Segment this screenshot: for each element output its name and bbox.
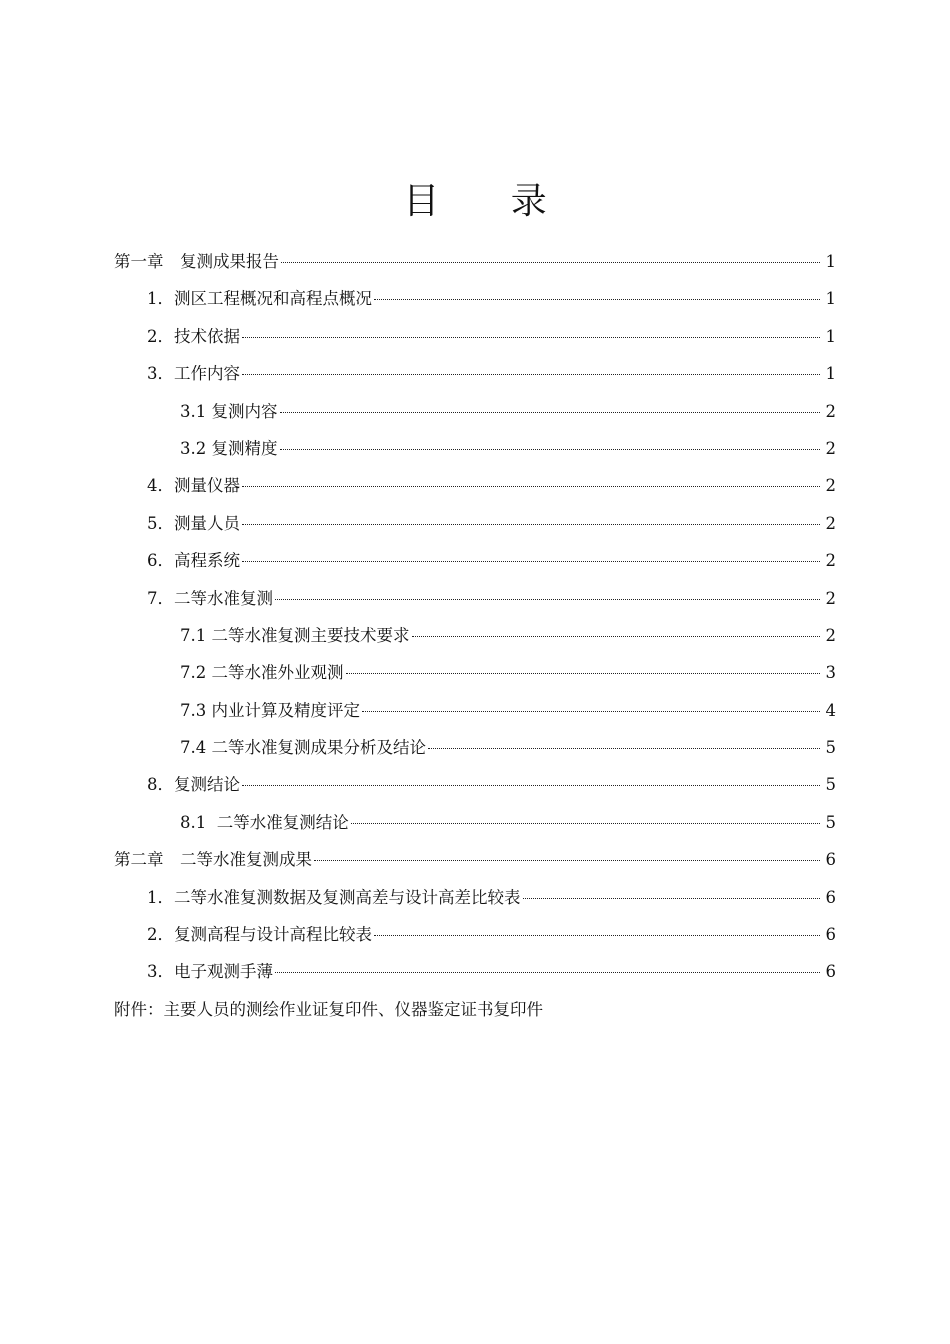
toc-entry-page-number: 2	[825, 401, 836, 421]
dot-leader	[242, 337, 820, 338]
toc-entry[interactable]	[114, 729, 836, 766]
dot-leader	[412, 636, 821, 637]
toc-entry[interactable]	[114, 841, 836, 878]
dot-leader	[280, 449, 821, 450]
toc-entry-label: 3.1 复测内容	[180, 401, 278, 421]
dot-leader	[374, 935, 820, 936]
toc-entry[interactable]	[114, 243, 836, 280]
dot-leader	[242, 785, 820, 786]
dot-leader	[242, 486, 820, 487]
toc-entry[interactable]	[114, 617, 836, 654]
toc-entry-page-number: 2	[825, 476, 836, 496]
toc-entry-label: 5．测量人员	[147, 513, 240, 533]
dot-leader	[275, 972, 820, 973]
toc-entry-label: 2．复测高程与设计高程比较表	[147, 925, 372, 945]
toc-entry[interactable]	[114, 953, 836, 990]
toc-entry-label: 6．高程系统	[147, 551, 240, 571]
toc-entry[interactable]	[114, 318, 836, 355]
toc-entry-page-number: 1	[825, 289, 836, 309]
toc-entry-label: 第一章 复测成果报告	[114, 252, 279, 271]
toc-entry-page-number: 2	[825, 438, 836, 458]
dot-leader	[281, 262, 820, 263]
toc-entry-page-number: 1	[825, 326, 836, 346]
dot-leader	[374, 299, 820, 300]
toc-entry-label: 4．测量仪器	[147, 476, 240, 496]
toc-entry-page-number: 2	[825, 625, 836, 645]
toc-entry-label: 第二章 二等水准复测成果	[114, 850, 312, 870]
toc-entry[interactable]	[114, 393, 836, 430]
dot-leader	[275, 599, 820, 600]
toc-entry[interactable]	[114, 505, 836, 542]
toc-entry[interactable]	[114, 804, 836, 841]
toc-entry-label: 2．技术依据	[147, 326, 240, 346]
toc-entry[interactable]	[114, 879, 836, 916]
dot-leader	[242, 561, 820, 562]
toc-entry-page-number: 5	[825, 738, 836, 758]
toc-entry-label: 7.2 二等水准外业观测	[180, 663, 344, 683]
toc-entry-label: 3.2 复测精度	[180, 438, 278, 458]
toc-entry-page-number: 4	[825, 700, 836, 720]
toc-entry-label: 7.4 二等水准复测成果分析及结论	[180, 738, 426, 758]
dot-leader	[346, 673, 821, 674]
dot-leader	[242, 524, 820, 525]
table-of-contents	[114, 243, 836, 1028]
toc-entry-page-number: 5	[825, 775, 836, 795]
toc-entry-page-number: 6	[825, 887, 836, 907]
dot-leader	[523, 898, 821, 899]
toc-entry[interactable]	[114, 654, 836, 691]
toc-entry-label: 3．工作内容	[147, 364, 240, 384]
toc-entry[interactable]	[114, 766, 836, 803]
toc-entry[interactable]	[114, 280, 836, 317]
dot-leader	[280, 412, 821, 413]
toc-entry-label: 7．二等水准复测	[147, 588, 273, 608]
toc-entry-label: 1．测区工程概况和高程点概况	[147, 289, 372, 309]
toc-entry-label: 1．二等水准复测数据及复测高差与设计高差比较表	[147, 887, 521, 907]
dot-leader	[428, 748, 820, 749]
toc-entry-page-number: 6	[825, 850, 836, 870]
appendix-line: 附件：主要人员的测绘作业证复印件、仪器鉴定证书复印件	[114, 999, 543, 1019]
toc-entry[interactable]	[114, 542, 836, 579]
toc-entry-page-number: 3	[825, 663, 836, 683]
toc-entry-page-number: 6	[825, 962, 836, 982]
dot-leader	[362, 711, 820, 712]
toc-entry-page-number: 1	[825, 252, 836, 271]
toc-entry-label: 8．复测结论	[147, 775, 240, 795]
toc-entry[interactable]	[114, 580, 836, 617]
toc-entry[interactable]	[114, 692, 836, 729]
toc-entry-label: 7.3 内业计算及精度评定	[180, 700, 360, 720]
toc-entry-label: 7.1 二等水准复测主要技术要求	[180, 625, 410, 645]
toc-entry-label: 3．电子观测手薄	[147, 962, 273, 982]
toc-entry-page-number: 5	[825, 812, 836, 832]
toc-entry[interactable]	[114, 355, 836, 392]
dot-leader	[314, 860, 820, 861]
dot-leader	[242, 374, 820, 375]
toc-title: 目 录	[403, 181, 577, 222]
toc-entry[interactable]	[114, 916, 836, 953]
toc-entry[interactable]	[114, 467, 836, 504]
toc-entry-page-number: 2	[825, 513, 836, 533]
toc-entry[interactable]	[114, 430, 836, 467]
toc-entry-page-number: 2	[825, 588, 836, 608]
toc-entry-page-number: 2	[825, 551, 836, 571]
toc-entry-label: 8.1 二等水准复测结论	[180, 812, 349, 832]
toc-entry-page-number: 1	[825, 364, 836, 384]
dot-leader	[351, 823, 820, 824]
toc-entry-page-number: 6	[825, 925, 836, 945]
